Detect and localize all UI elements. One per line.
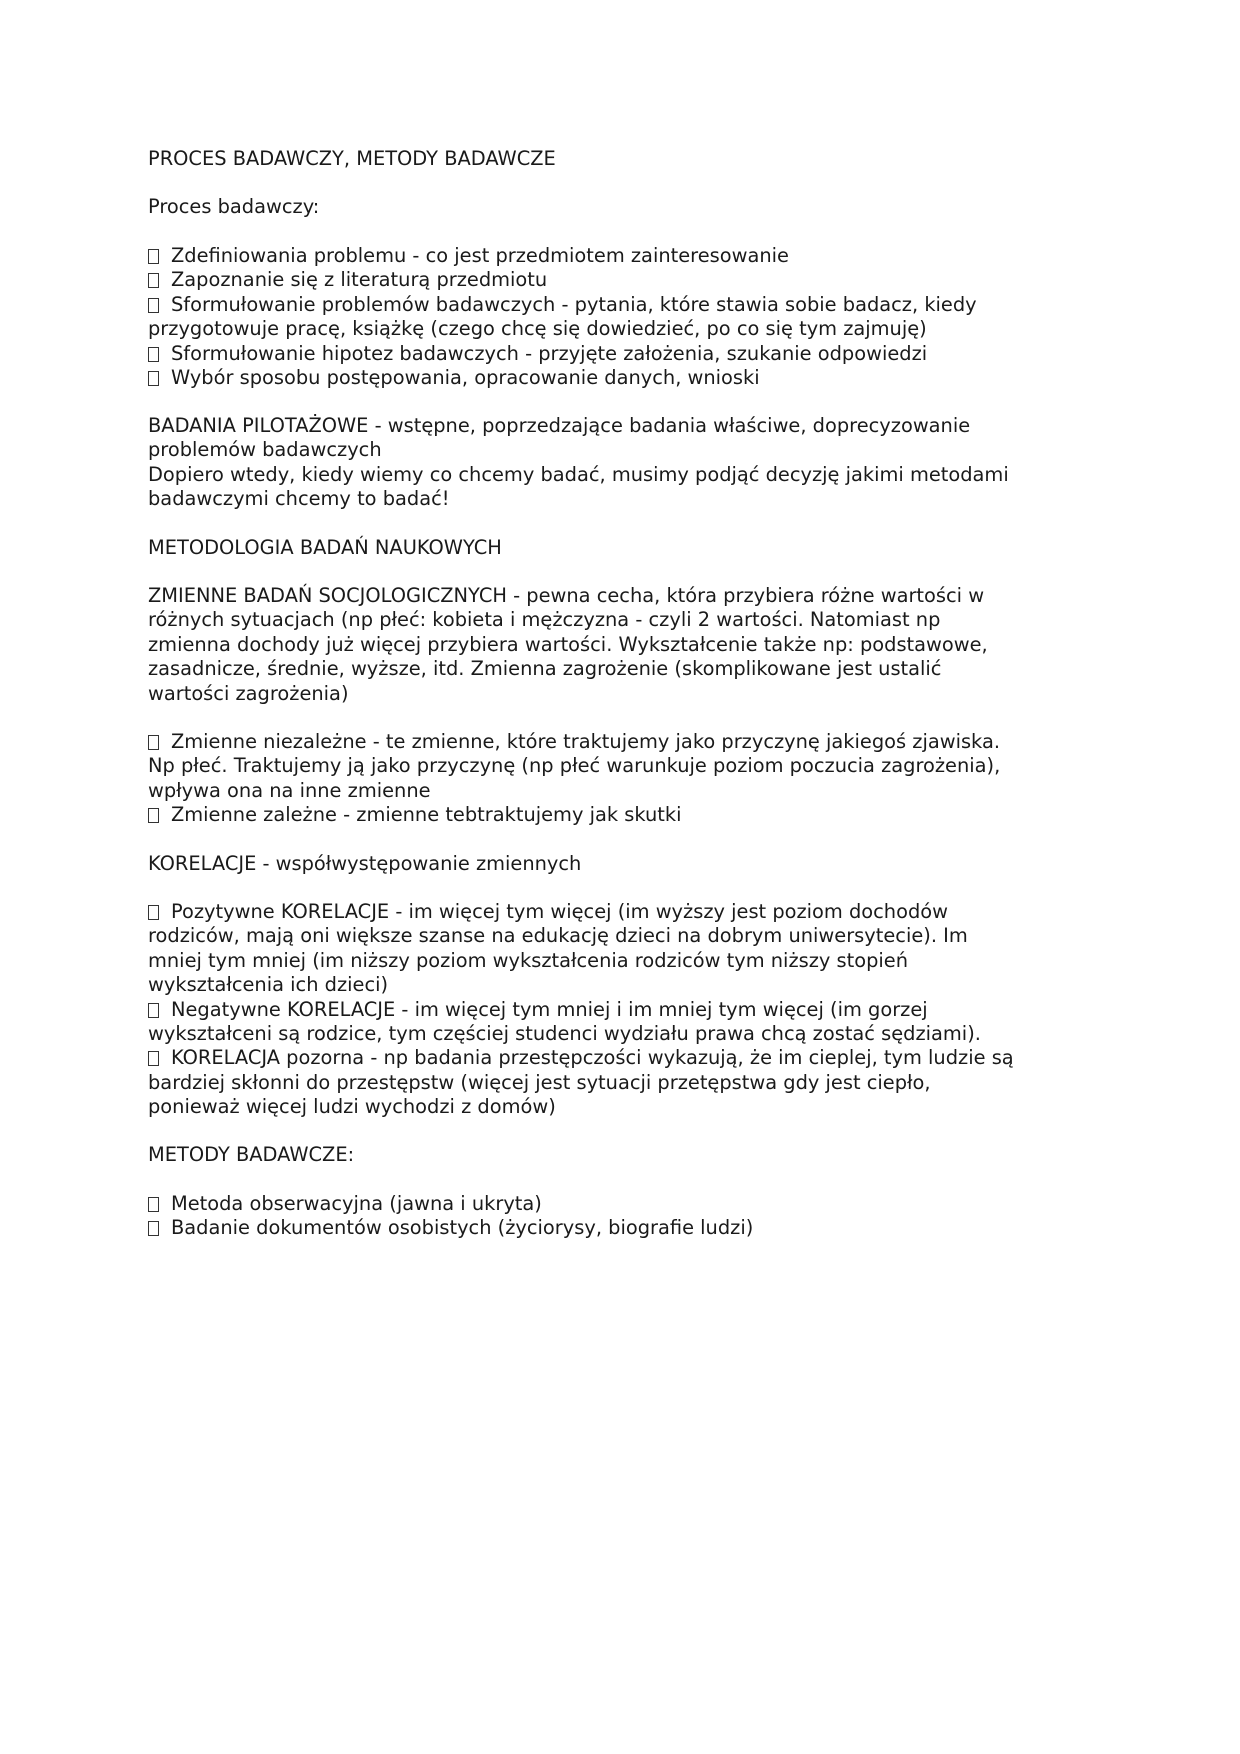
bullet-icon [148, 298, 159, 313]
list-item [148, 998, 1098, 1047]
bullet-icon [148, 273, 159, 288]
text-line: badawczymi chcemy to badać! [148, 487, 450, 511]
list-item-text: Zapoznanie się z literaturą przedmiotu [171, 268, 548, 292]
list-item [148, 268, 1098, 292]
list-item [148, 803, 1098, 827]
list-item-text: bardziej skłonni do przestępstw (więcej jest sytuacji przetępstwa gdy jest ciepło, [148, 1070, 931, 1094]
bullet-icon [148, 249, 159, 264]
list-item-text: Pozytywne KORELACJE - im więcej tym więcej (im wyższy jest poziom dochodów [171, 900, 948, 923]
text-line: wartości zagrożenia) [148, 681, 349, 705]
korelacje-list [148, 900, 1098, 1120]
pilotazowe-paragraph [148, 414, 1098, 512]
zmienne-list [148, 730, 1098, 828]
bullet-icon [148, 371, 159, 386]
bullet-icon [148, 808, 159, 823]
list-item-text: ponieważ więcej ludzi wychodzi z domów) [148, 1095, 556, 1119]
metody-list [148, 1192, 1098, 1241]
list-item-text: przygotowuje pracę, książkę (czego chcę się dowiedzieć, po co się tym zajmuję) [148, 317, 927, 341]
list-item-text: KORELACJA pozorna - np badania przestępczości wykazują, że im cieplej, tym ludzie są [171, 1046, 1014, 1070]
list-item-text: Zmienne zależne - zmienne tebtraktujemy jak skutki [171, 803, 682, 827]
text-line: BADANIA PILOTAŻOWE - wstępne, poprzedzające badania właściwe, doprecyzowanie [148, 414, 971, 437]
bullet-icon [148, 1003, 159, 1018]
text-line: ZMIENNE BADAŃ SOCJOLOGICZNYCH - pewna cecha, która przybiera różne wartości w [148, 584, 985, 607]
list-item [148, 293, 1098, 342]
list-item-text: rodziców, mają oni większe szanse na edukację dzieci na dobrym uniwersytecie). Im [148, 924, 968, 948]
korelacje-heading: KORELACJE - współwystępowanie zmiennych [148, 852, 582, 875]
list-item-text: Metoda obserwacyjna (jawna i ukryta) [171, 1192, 542, 1215]
bullet-icon [148, 1051, 159, 1066]
list-item-text: Wybór sposobu postępowania, opracowanie danych, wnioski [171, 365, 760, 389]
list-item [148, 730, 1098, 803]
text-line: Dopiero wtedy, kiedy wiemy co chcemy badać, musimy podjąć decyzję jakimi metodami [148, 462, 1009, 486]
bullet-icon [148, 1221, 159, 1236]
zmienne-paragraph [148, 584, 1098, 706]
list-item [148, 244, 1098, 268]
metody-heading: METODY BADAWCZE: [148, 1143, 355, 1166]
proces-heading: Proces badawczy: [148, 195, 320, 218]
list-item-text: Np płeć. Traktujemy ją jako przyczynę (np płeć warunkuje poziom poczucia zagrożenia), [148, 754, 1001, 778]
proces-list [148, 244, 1098, 390]
bullet-icon [148, 347, 159, 362]
text-line: problemów badawczych [148, 438, 382, 462]
list-item-text: Sformułowanie problemów badawczych - pytania, które stawia sobie badacz, kiedy [171, 292, 977, 316]
list-item-text: Badanie dokumentów osobistych (życiorysy, biografie ludzi) [171, 1216, 754, 1240]
list-item [148, 342, 1098, 366]
document-title: PROCES BADAWCZY, METODY BADAWCZE [148, 147, 556, 170]
list-item [148, 1216, 1098, 1240]
list-item-text: Sformułowanie hipotez badawczych - przyjęte założenia, szukanie odpowiedzi [171, 341, 928, 365]
list-item [148, 366, 1098, 390]
list-item-text: Zmienne niezależne - te zmienne, które traktujemy jako przyczynę jakiegoś zjawiska. [171, 730, 1000, 753]
list-item-text: Zdefiniowania problemu - co jest przedmiotem zainteresowanie [171, 244, 789, 267]
list-item-text: Negatywne KORELACJE - im więcej tym mniej i im mniej tym więcej (im gorzej [171, 997, 928, 1021]
text-line: zmienna dochody już więcej przybiera wartości. Wykształcenie także np: podstawowe, [148, 632, 988, 656]
list-item [148, 1046, 1098, 1119]
list-item [148, 1192, 1098, 1216]
list-item-text: wykształceni są rodzice, tym częściej studenci wydziału prawa chcą zostać sędziami). [148, 1021, 981, 1045]
metodologia-heading: METODOLOGIA BADAŃ NAUKOWYCH [148, 536, 502, 559]
list-item-text: mniej tym mniej (im niższy poziom wykształcenia rodziców tym niższy stopień [148, 948, 909, 972]
list-item [148, 900, 1098, 998]
text-line: zasadnicze, średnie, wyższe, itd. Zmienna zagrożenie (skomplikowane jest ustalić [148, 657, 942, 681]
bullet-icon [148, 905, 159, 920]
list-item-text: wykształcenia ich dzieci) [148, 973, 389, 997]
text-line: różnych sytuacjach (np płeć: kobieta i mężczyzna - czyli 2 wartości. Natomiast np [148, 608, 941, 632]
bullet-icon [148, 1197, 159, 1212]
bullet-icon [148, 735, 159, 750]
list-item-text: wpływa ona na inne zmienne [148, 778, 431, 802]
